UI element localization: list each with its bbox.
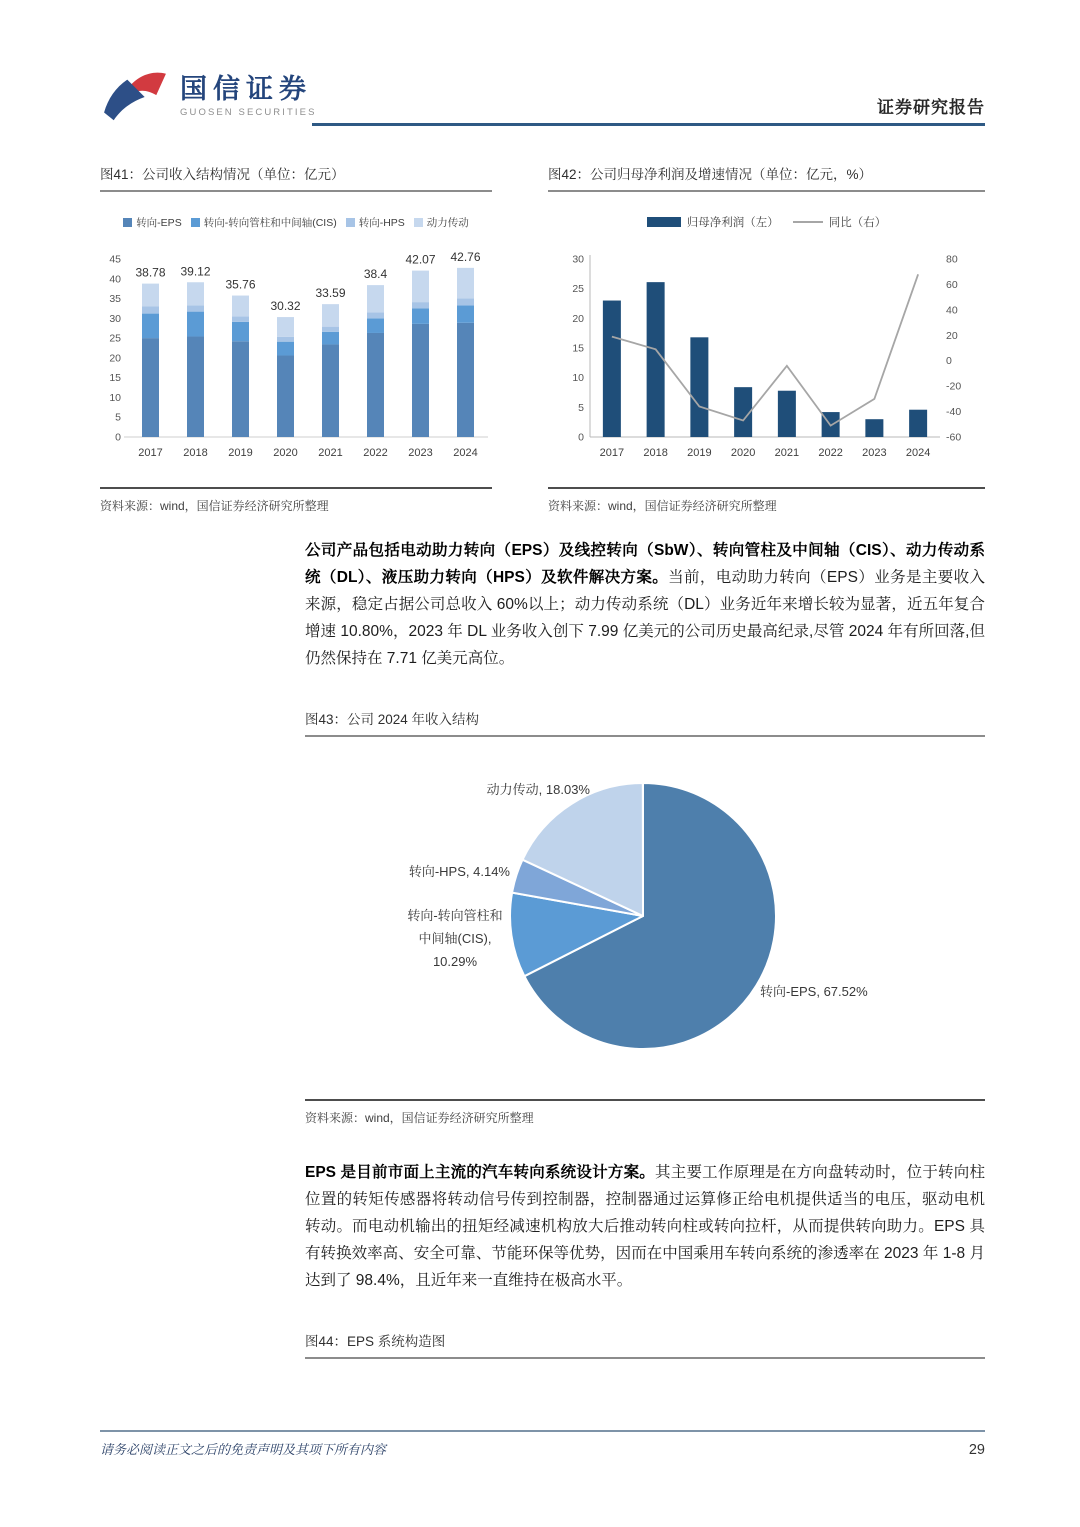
fig41-source: 资料来源：wind，国信证券经济研究所整理 (100, 499, 329, 513)
legend-swatch (414, 218, 423, 227)
svg-text:10.29%: 10.29% (432, 953, 478, 969)
svg-text:45: 45 (109, 253, 121, 266)
figure-42 (548, 160, 985, 514)
svg-text:25: 25 (109, 332, 121, 345)
svg-text:80: 80 (946, 253, 958, 266)
logo-name-en: GUOSEN SECURITIES (180, 107, 317, 118)
svg-text:35: 35 (109, 293, 121, 306)
svg-text:2019: 2019 (228, 447, 253, 459)
svg-text:60: 60 (946, 278, 958, 291)
legend-swatch (346, 218, 355, 227)
svg-text:2023: 2023 (862, 447, 887, 459)
page-header (100, 68, 985, 126)
fig42-body (548, 192, 985, 489)
page-footer (100, 1430, 985, 1458)
fig42-title: 图42：公司归母净利润及增速情况（单位：亿元，%） (548, 160, 985, 192)
svg-text:2023: 2023 (408, 447, 433, 459)
svg-text:35.76: 35.76 (225, 277, 256, 292)
guosen-logo (100, 68, 317, 126)
guosen-logo-icon (100, 68, 170, 126)
logo-name-cn: 国信证券 (180, 74, 312, 104)
header-divider (312, 123, 985, 126)
header-right (312, 68, 985, 126)
paragraph-eps (305, 1160, 985, 1295)
svg-text:2018: 2018 (643, 447, 668, 459)
revenue-structure-stacked-bar-chart (100, 235, 492, 475)
figure-44 (305, 1327, 985, 1359)
legend-item: 动力传动 (414, 215, 469, 230)
svg-text:转向-EPS, 67.52%: 转向-EPS, 67.52% (760, 983, 868, 999)
svg-text:2018: 2018 (183, 447, 208, 459)
paragraph-products-body: 当前，电动助力转向（EPS）业务是主要收入来源，稳定占据公司总收入 60%以上；动力传动系统（DL）业务近年来增长较为显著，近五年复合增速 10.80%，2023 年 DL 业务收入创下 7.99 亿美元的公司历史最高纪录,尽管 2024 年有所回落,但仍然保持在 7.71 亿美元高位。 (305, 568, 985, 667)
fig43-source: 资料来源：wind，国信证券经济研究所整理 (305, 1110, 534, 1125)
legend-item: 归母净利润（左） (647, 214, 779, 230)
paragraph-eps-body: 其主要工作原理是在方向盘转动时，位于转向柱位置的转矩传感器将转动信号传到控制器，控制器通过运算修正给电机提供适当的电压，驱动电机转动。而电动机输出的扭矩经减速机构放大后推动转向柱或转向拉杆，从而提供转向助力。EPS 具有转换效率高、安全可靠、节能环保等优势，因而在中国乘用车转向系统的渗透率在 2023 年 1-8 月达到了 98.4%，且近年来一直维持在极高水平。 (305, 1163, 985, 1289)
report-type-label: 证券研究报告 (877, 98, 985, 117)
footer-disclaimer: 请务必阅读正文之后的免责声明及其项下所有内容 (100, 1442, 387, 1457)
svg-text:-20: -20 (946, 380, 962, 393)
figure-43 (305, 705, 985, 1126)
svg-text:-40: -40 (946, 406, 962, 419)
svg-text:转向-HPS, 4.14%: 转向-HPS, 4.14% (408, 863, 510, 879)
svg-text:20: 20 (946, 329, 958, 342)
net-profit-growth-combo-chart (548, 235, 985, 475)
fig44-title: 图44：EPS 系统构造图 (305, 1327, 985, 1359)
fig42-legend (548, 214, 985, 230)
svg-text:20: 20 (572, 312, 584, 325)
svg-text:39.12: 39.12 (180, 264, 211, 279)
footer-row (100, 1432, 985, 1458)
paragraph-eps-lead: EPS 是目前市面上主流的汽车转向系统设计方案。 (305, 1163, 656, 1181)
svg-text:0: 0 (946, 355, 952, 368)
page-number: 29 (968, 1442, 985, 1458)
fig42-source: 资料来源：wind，国信证券经济研究所整理 (548, 499, 777, 513)
svg-text:转向-转向管柱和: 转向-转向管柱和 (407, 907, 503, 923)
svg-text:2019: 2019 (687, 447, 712, 459)
svg-text:42.07: 42.07 (405, 252, 436, 267)
fig43-body (305, 737, 985, 1101)
svg-text:0: 0 (578, 431, 584, 444)
svg-text:30: 30 (109, 312, 121, 325)
svg-text:2021: 2021 (774, 447, 800, 459)
logo-text (180, 76, 317, 118)
paragraph-products-lead: 公司产品包括电动助力转向（EPS）及线控转向（SbW）、转向管柱及中间轴（CIS）、动力传动系统（DL）、液压助力转向（HPS）及软件解决方案。 (305, 542, 985, 586)
svg-text:30.32: 30.32 (270, 299, 301, 314)
content-column (305, 538, 985, 1359)
svg-text:10: 10 (572, 372, 584, 385)
revenue-share-pie-chart (305, 748, 985, 1093)
figure-row (100, 160, 985, 514)
svg-text:42.76: 42.76 (450, 249, 481, 264)
paragraph-products (305, 538, 985, 673)
svg-text:15: 15 (572, 342, 584, 355)
legend-item: 转向-转向管柱和中间轴(CIS) (191, 215, 337, 230)
figure-41 (100, 160, 492, 514)
svg-text:2022: 2022 (363, 447, 388, 459)
svg-text:动力传动, 18.03%: 动力传动, 18.03% (486, 781, 590, 797)
svg-text:20: 20 (109, 352, 121, 365)
svg-text:38.78: 38.78 (135, 265, 166, 280)
legend-swatch (793, 221, 823, 223)
legend-swatch (191, 218, 200, 227)
fig41-title: 图41：公司收入结构情况（单位：亿元） (100, 160, 492, 192)
svg-text:10: 10 (109, 391, 121, 404)
svg-text:2024: 2024 (905, 447, 931, 459)
svg-text:2017: 2017 (138, 447, 163, 459)
svg-text:2017: 2017 (599, 447, 625, 459)
legend-item: 转向-EPS (123, 215, 182, 230)
svg-text:38.4: 38.4 (363, 267, 388, 282)
fig41-legend (100, 214, 492, 230)
svg-text:0: 0 (115, 431, 121, 444)
svg-text:15: 15 (109, 372, 121, 385)
svg-text:25: 25 (572, 283, 584, 296)
legend-swatch (123, 218, 132, 227)
legend-swatch (647, 217, 681, 227)
svg-text:2020: 2020 (730, 447, 756, 459)
svg-text:33.59: 33.59 (315, 286, 346, 301)
svg-text:中间轴(CIS),: 中间轴(CIS), (418, 930, 492, 946)
svg-text:5: 5 (578, 401, 584, 414)
legend-item: 转向-HPS (346, 215, 405, 230)
fig43-title: 图43：公司 2024 年收入结构 (305, 705, 985, 737)
svg-text:30: 30 (572, 253, 584, 266)
svg-text:2021: 2021 (318, 447, 343, 459)
legend-item: 同比（右） (793, 214, 887, 230)
svg-text:40: 40 (946, 304, 958, 317)
svg-text:2024: 2024 (453, 447, 478, 459)
fig41-body (100, 192, 492, 489)
svg-text:2020: 2020 (273, 447, 298, 459)
svg-text:-60: -60 (946, 431, 962, 444)
svg-text:2022: 2022 (818, 447, 843, 459)
svg-text:5: 5 (115, 411, 121, 424)
svg-text:40: 40 (109, 273, 121, 286)
